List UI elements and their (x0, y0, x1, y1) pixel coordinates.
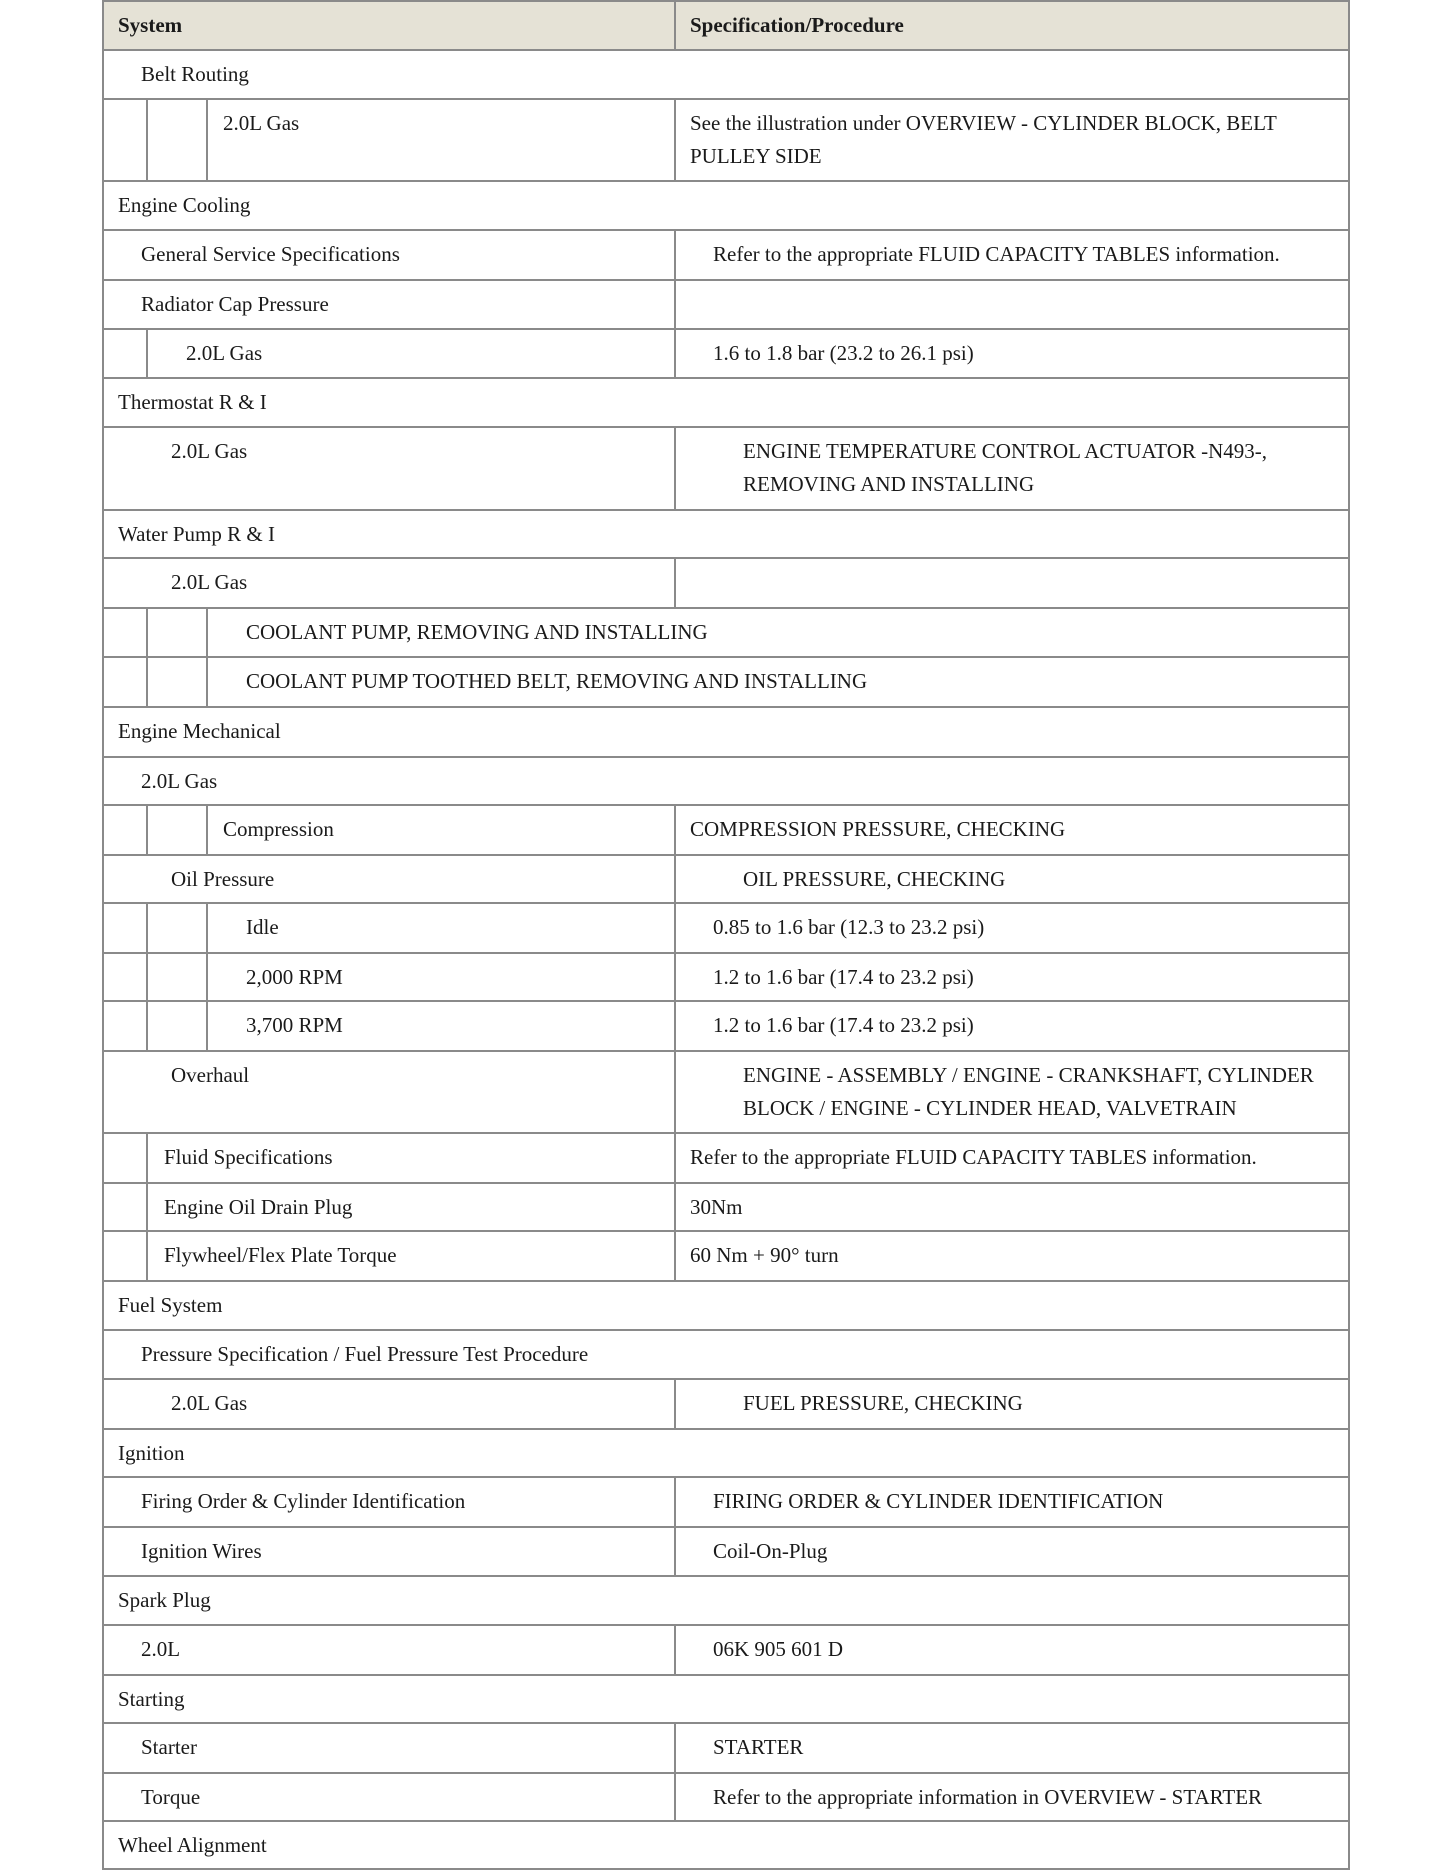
row-label: Radiator Cap Pressure (141, 292, 329, 316)
row-spec: 1.2 to 1.6 bar (17.4 to 23.2 psi) (713, 965, 974, 989)
table-row (102, 1774, 1350, 1822)
row-spec: 60 Nm + 90° turn (690, 1243, 839, 1267)
table-row (102, 1577, 1350, 1626)
table-row (102, 559, 1350, 609)
table-row (102, 758, 1350, 806)
row-label: COOLANT PUMP, REMOVING AND INSTALLING (246, 620, 708, 644)
row-spec: Refer to the appropriate FLUID CAPACITY TABLES information. (713, 242, 1280, 266)
header-spec: Specification/Procedure (690, 13, 904, 37)
header-system-cell (104, 2, 674, 49)
row-spec: 06K 905 601 D (713, 1637, 844, 1661)
table-row (102, 1822, 1350, 1870)
table-row (102, 1331, 1350, 1380)
row-spec: ENGINE - ASSEMBLY / ENGINE - CRANKSHAFT, CYLINDER BLOCK / ENGINE - CYLINDER HEAD, VALVETRAIN (743, 1063, 1314, 1120)
row-spec: COMPRESSION PRESSURE, CHECKING (690, 817, 1066, 841)
row-label: 2.0L Gas (171, 439, 248, 463)
row-spec: Refer to the appropriate FLUID CAPACITY TABLES information. (690, 1145, 1257, 1169)
table-row (102, 1134, 1350, 1184)
section-label: Thermostat R & I (118, 390, 267, 414)
row-spec: Refer to the appropriate information in OVERVIEW - STARTER (713, 1785, 1263, 1809)
row-label: 2.0L Gas (223, 111, 300, 135)
row-label: Belt Routing (141, 62, 249, 86)
table-row (102, 100, 1350, 182)
section-label: Ignition (118, 1441, 185, 1465)
table-row (102, 379, 1350, 428)
section-label: Spark Plug (118, 1588, 211, 1612)
row-label: 3,700 RPM (246, 1013, 343, 1037)
table-row (102, 708, 1350, 758)
row-label: Overhaul (171, 1063, 250, 1087)
table-row (102, 428, 1350, 511)
row-spec: 1.6 to 1.8 bar (23.2 to 26.1 psi) (713, 341, 974, 365)
row-spec: 30Nm (690, 1195, 743, 1219)
row-spec: ENGINE TEMPERATURE CONTROL ACTUATOR -N493-, REMOVING AND INSTALLING (743, 439, 1268, 496)
row-spec: OIL PRESSURE, CHECKING (743, 867, 1006, 891)
row-spec: 1.2 to 1.6 bar (17.4 to 23.2 psi) (713, 1013, 974, 1037)
table-row (102, 806, 1350, 856)
spec-table (102, 0, 1350, 1870)
row-label: Idle (246, 915, 279, 939)
table-row (102, 1052, 1350, 1134)
row-label: 2.0L Gas (171, 570, 248, 594)
row-label: 2.0L Gas (141, 769, 218, 793)
table-row (102, 1528, 1350, 1577)
section-label: Water Pump R & I (118, 522, 275, 546)
table-row (102, 1724, 1350, 1774)
table-row (102, 658, 1350, 708)
section-label: Starting (118, 1687, 185, 1711)
row-label: Oil Pressure (171, 867, 275, 891)
table-row (102, 182, 1350, 231)
table-row (102, 281, 1350, 330)
row-label: General Service Specifications (141, 242, 400, 266)
table-row (102, 954, 1350, 1002)
table-row (102, 904, 1350, 954)
row-spec: 0.85 to 1.6 bar (12.3 to 23.2 psi) (713, 915, 985, 939)
row-label: COOLANT PUMP TOOTHED BELT, REMOVING AND INSTALLING (246, 669, 868, 693)
row-label: Fluid Specifications (164, 1145, 333, 1169)
row-label: 2.0L Gas (186, 341, 263, 365)
table-row (102, 1676, 1350, 1724)
table-row (102, 1478, 1350, 1528)
table-row (102, 511, 1350, 559)
table-row (102, 1002, 1350, 1052)
row-label: Starter (141, 1735, 197, 1759)
row-label: 2.0L (141, 1637, 181, 1661)
table-row (102, 231, 1350, 281)
row-label: 2.0L Gas (171, 1391, 248, 1415)
table-row (102, 1430, 1350, 1478)
table-row (102, 330, 1350, 379)
row-label: Pressure Specification / Fuel Pressure Test Procedure (141, 1342, 589, 1366)
row-spec: Coil-On-Plug (713, 1539, 828, 1563)
header-spec-cell (674, 2, 1348, 49)
table-row (102, 609, 1350, 658)
header-system: System (118, 13, 183, 37)
row-label-cell (104, 100, 674, 180)
table-row (102, 1232, 1350, 1282)
row-spec: STARTER (713, 1735, 804, 1759)
row-label: Flywheel/Flex Plate Torque (164, 1243, 397, 1267)
row-spec: FIRING ORDER & CYLINDER IDENTIFICATION (713, 1489, 1164, 1513)
section-label: Engine Cooling (118, 193, 251, 217)
row-label: Engine Oil Drain Plug (164, 1195, 353, 1219)
row-label: Ignition Wires (141, 1539, 262, 1563)
table-row (102, 1282, 1350, 1331)
row-spec-cell (674, 100, 1348, 180)
table-header-row (102, 2, 1350, 51)
table-row (102, 51, 1350, 100)
table-row (102, 1380, 1350, 1430)
table-row (102, 856, 1350, 904)
row-label: Firing Order & Cylinder Identification (141, 1489, 466, 1513)
section-label: Fuel System (118, 1293, 223, 1317)
table-row (102, 1626, 1350, 1676)
table-row (102, 1184, 1350, 1232)
section-label: Wheel Alignment (118, 1833, 267, 1857)
row-label: Torque (141, 1785, 201, 1809)
row-spec: See the illustration under OVERVIEW - CYLINDER BLOCK, BELT PULLEY SIDE (690, 111, 1277, 168)
row-label: Compression (223, 817, 334, 841)
row-label: 2,000 RPM (246, 965, 343, 989)
row-spec: FUEL PRESSURE, CHECKING (743, 1391, 1023, 1415)
section-label: Engine Mechanical (118, 719, 281, 743)
